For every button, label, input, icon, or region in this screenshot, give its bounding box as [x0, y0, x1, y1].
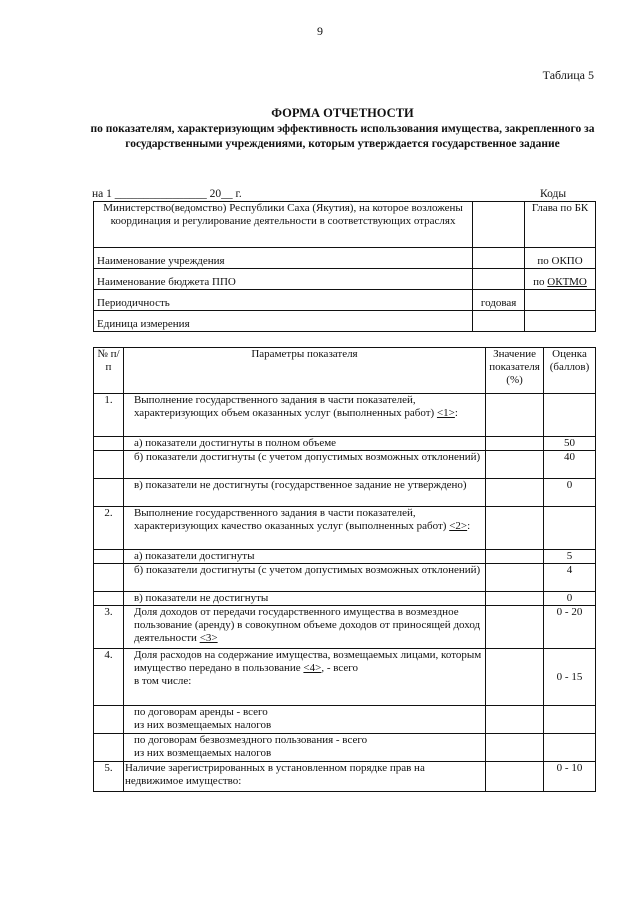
- row-text-main: Доля расходов на содержание имущества, возмещаемых лицами, которым имущество передано в пользование: [133, 649, 482, 674]
- table-row: [94, 592, 596, 606]
- row-value: [486, 550, 544, 564]
- row-score: 0: [544, 592, 596, 606]
- row-text-tail: :: [454, 407, 458, 419]
- table-row: [94, 394, 596, 437]
- periodicity-value: годовая: [473, 290, 525, 311]
- row-text-line2: из них возмещаемых налогов: [133, 719, 272, 731]
- row-num: 2.: [94, 507, 124, 550]
- row-value: [486, 479, 544, 507]
- date-line: на 1 ________________ 20__ г.: [92, 188, 242, 200]
- unit-mid: [473, 311, 525, 332]
- row-text: а) показатели достигнуты: [123, 550, 485, 564]
- table-row: [94, 564, 596, 592]
- col-value-header: Значение показателя (%): [486, 348, 544, 394]
- page-number: 9: [317, 24, 323, 38]
- budget-mid: [473, 269, 525, 290]
- table-row: [94, 606, 596, 649]
- ministry-mid: [473, 202, 525, 248]
- row-text-tail: , - всего: [321, 662, 359, 674]
- unit-label: Единица измерения: [94, 311, 473, 332]
- form-title: ФОРМА ОТЧЕТНОСТИ: [271, 106, 414, 120]
- header-row-institution: [94, 248, 596, 269]
- table-row: [94, 550, 596, 564]
- header-table: [93, 201, 596, 332]
- row-text: в) показатели не достигнуты: [123, 592, 485, 606]
- row-text: [123, 649, 485, 706]
- row-value: [486, 606, 544, 649]
- codes-label: Коды: [540, 188, 567, 200]
- row-score: 5: [544, 550, 596, 564]
- footnote-link-1[interactable]: <1>: [436, 407, 455, 419]
- header-row-ministry: [94, 202, 596, 248]
- row-value: [486, 592, 544, 606]
- row-value: [486, 734, 544, 762]
- row-score: [544, 706, 596, 734]
- col-score-header: Оценка (баллов): [544, 348, 596, 394]
- form-subtitle: по показателям, характеризующим эффективность использования имущества, закрепленного за государственными учреждениями, которым утверждается государственное задание: [90, 123, 595, 150]
- row-text: в) показатели не достигнуты (государственное задание не утверждено): [123, 479, 485, 507]
- row-score: [544, 507, 596, 550]
- col-params-header: Параметры показателя: [123, 348, 485, 394]
- row-num: 4.: [94, 649, 124, 706]
- row-num: [94, 437, 124, 451]
- row-score: 50: [544, 437, 596, 451]
- row-text: [123, 606, 485, 649]
- row-num: [94, 550, 124, 564]
- row-value: [486, 762, 544, 792]
- row-num: [94, 706, 124, 734]
- header-row-periodicity: [94, 290, 596, 311]
- row-score: 0: [544, 479, 596, 507]
- row-text-tail: :: [467, 520, 471, 532]
- code-oktmo-prefix: по: [533, 276, 548, 288]
- table-row: [94, 437, 596, 451]
- table-row: [94, 734, 596, 762]
- row-text: [123, 734, 485, 762]
- footnote-link-3[interactable]: <3>: [199, 632, 218, 644]
- row-num: 3.: [94, 606, 124, 649]
- table-row: [94, 649, 596, 706]
- row-score: 40: [544, 451, 596, 479]
- header-row-budget: [94, 269, 596, 290]
- row-text-line2: из них возмещаемых налогов: [133, 747, 272, 759]
- table-row: [94, 479, 596, 507]
- code-glava-bk: Глава по БК: [525, 202, 596, 248]
- row-text: б) показатели достигнуты (с учетом допустимых возможных отклонений): [123, 451, 485, 479]
- row-num: [94, 479, 124, 507]
- row-num: [94, 564, 124, 592]
- row-num: [94, 451, 124, 479]
- row-text-line1: по договорам безвозмездного пользования - всего: [133, 734, 368, 746]
- row-text-line1: по договорам аренды - всего: [133, 706, 268, 718]
- code-oktmo: [525, 269, 596, 290]
- row-num: [94, 734, 124, 762]
- budget-label: Наименование бюджета ППО: [94, 269, 473, 290]
- row-text-line2: в том числе:: [133, 675, 192, 687]
- header-row-unit: [94, 311, 596, 332]
- row-score: [544, 734, 596, 762]
- row-score: 0 - 15: [544, 649, 596, 706]
- column-header-row: [94, 348, 596, 394]
- row-score: [544, 394, 596, 437]
- row-score: 0 - 10: [544, 762, 596, 792]
- indicators-table: [93, 347, 596, 792]
- row-value: [486, 649, 544, 706]
- unit-code: [525, 311, 596, 332]
- row-score: 0 - 20: [544, 606, 596, 649]
- col-num-header: № п/п: [94, 348, 124, 394]
- row-value: [486, 437, 544, 451]
- footnote-link-2[interactable]: <2>: [449, 520, 468, 532]
- row-value: [486, 451, 544, 479]
- oktmo-link[interactable]: ОКТМО: [547, 276, 587, 288]
- row-score: 4: [544, 564, 596, 592]
- row-value: [486, 706, 544, 734]
- table-row: [94, 706, 596, 734]
- row-text: [123, 507, 485, 550]
- row-text: Наличие зарегистрированных в установленном порядке прав на недвижимое имущество:: [123, 762, 485, 792]
- row-text: [123, 394, 485, 437]
- row-num: 1.: [94, 394, 124, 437]
- row-num: 5.: [94, 762, 124, 792]
- row-text: б) показатели достигнуты (с учетом допустимых возможных отклонений): [123, 564, 485, 592]
- table-row: [94, 762, 596, 792]
- periodicity-code: [525, 290, 596, 311]
- institution-label: Наименование учреждения: [94, 248, 473, 269]
- periodicity-label: Периодичность: [94, 290, 473, 311]
- table-row: [94, 451, 596, 479]
- institution-mid: [473, 248, 525, 269]
- row-num: [94, 592, 124, 606]
- row-text: а) показатели достигнуты в полном объеме: [123, 437, 485, 451]
- row-text-main: Выполнение государственного задания в части показателей, характеризующих качество оказанных услуг (выполненных работ): [133, 507, 450, 532]
- table-label: Таблица 5: [542, 68, 594, 82]
- ministry-label: Министерство(ведомство) Республики Саха (Якутия), на которое возложены координация и регулирование деятельности в соответствующих отраслях: [94, 202, 473, 248]
- code-okpo: по ОКПО: [525, 248, 596, 269]
- table-row: [94, 507, 596, 550]
- footnote-link-4[interactable]: <4>: [303, 662, 322, 674]
- row-text-main: Выполнение государственного задания в части показателей, характеризующих объем оказанных услуг (выполненных работ): [133, 394, 437, 419]
- row-value: [486, 507, 544, 550]
- row-text: [123, 706, 485, 734]
- row-value: [486, 394, 544, 437]
- row-text-main: Доля доходов от передачи государственного имущества в возмездное пользование (аренду) в совокупном объеме доходов от приносящей доход деятельности: [133, 606, 481, 644]
- row-value: [486, 564, 544, 592]
